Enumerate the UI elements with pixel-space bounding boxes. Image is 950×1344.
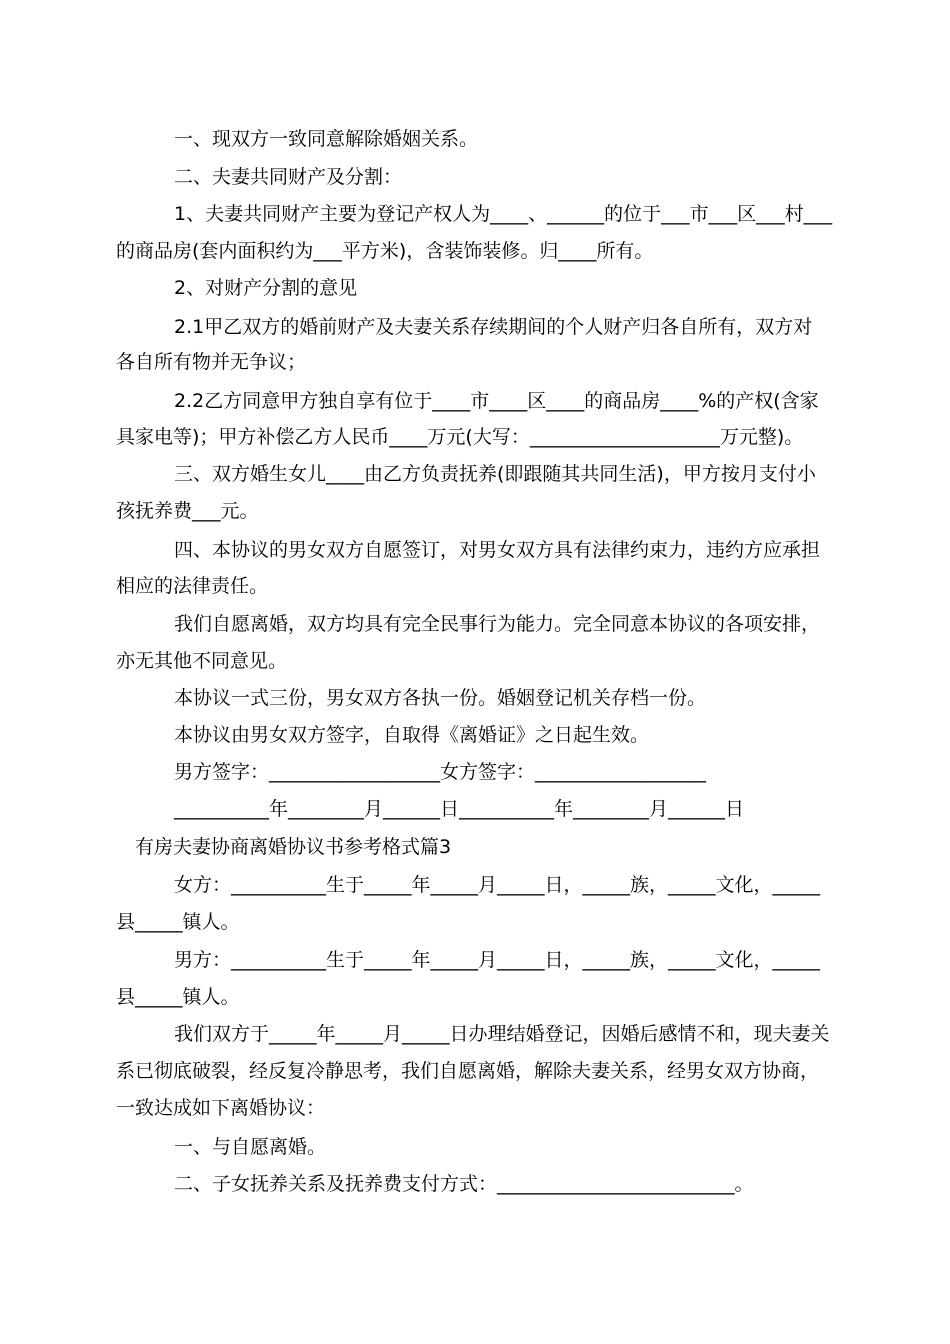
female-party-line2: 县_____镇人。 xyxy=(116,911,240,933)
clause-2-2-2-line1: 2.2乙方同意甲方独自享有位于____市____区____的商品房____%的产权(含家 xyxy=(174,390,819,412)
clause-4-line1: 四、本协议的男女双方自愿签订，对男女双方具有法律约束力，违约方应承担 xyxy=(174,539,821,561)
male-party-line1: 男方：__________生于_____年_____月_____日，_____族，_____文化，_____ xyxy=(174,949,821,971)
signature-line: 男方签字：__________________女方签字：__________________ xyxy=(174,761,707,783)
clause-2-1-line1: 1、夫妻共同财产主要为登记产权人为____、______的位于___市___区___村___ xyxy=(174,203,833,225)
signature-date-line: __________年________月______日__________年________月______日 xyxy=(174,798,745,820)
agreement-clause-2: 二、子女抚养关系及抚养费支付方式：_________________________。 xyxy=(174,1173,754,1195)
clause-2-1-line2: 的商品房(套内面积约为___平方米)，含装饰装修。归____所有。 xyxy=(116,240,654,262)
agreement-clause-1: 一、与自愿离婚。 xyxy=(174,1136,327,1158)
clause-2-2-2-line2: 具家电等)；甲方补偿乙方人民币____万元(大写：____________________万元整)。 xyxy=(116,426,804,448)
clause-2-2-heading: 2、对财产分割的意见 xyxy=(174,277,358,299)
clause-2-2-1-line2: 各自所有物并无争议； xyxy=(116,351,307,373)
declaration-line2: 亦无其他不同意见。 xyxy=(116,650,288,672)
clause-2-heading: 二、夫妻共同财产及分割： xyxy=(174,166,403,188)
declaration-line1: 我们自愿离婚，双方均具有完全民事行为能力。完全同意本协议的各项安排， xyxy=(174,613,821,635)
intro-line1: 我们双方于_____年_____月_____日办理结婚登记，因婚后感情不和，现夫妻关 xyxy=(174,1023,830,1045)
intro-line2: 系已彻底破裂，经反复冷静思考，我们自愿离婚，解除夫妻关系，经男女双方协商， xyxy=(116,1060,820,1082)
clause-3-line2: 孩抚养费___元。 xyxy=(116,500,259,522)
intro-line3: 一致达成如下离婚协议： xyxy=(116,1097,326,1119)
copies-note: 本协议一式三份，男女双方各执一份。婚姻登记机关存档一份。 xyxy=(174,687,707,709)
effective-note: 本协议由男女双方签字，自取得《离婚证》之日起生效。 xyxy=(174,724,650,746)
clause-4-line2: 相应的法律责任。 xyxy=(116,575,269,597)
clause-3-line1: 三、双方婚生女儿____由乙方负责抚养(即跟随其共同生活)，甲方按月支付小 xyxy=(174,463,816,485)
section-title-3: 有房夫妻协商离婚协议书参考格式篇3 xyxy=(135,836,452,858)
clause-1: 一、现双方一致同意解除婚姻关系。 xyxy=(174,128,479,150)
male-party-line2: 县_____镇人。 xyxy=(116,986,240,1008)
female-party-line1: 女方：__________生于_____年_____月_____日，_____族，_____文化，_____ xyxy=(174,874,821,896)
clause-2-2-1-line1: 2.1甲乙双方的婚前财产及夫妻关系存续期间的个人财产归各自所有，双方对 xyxy=(174,316,813,338)
